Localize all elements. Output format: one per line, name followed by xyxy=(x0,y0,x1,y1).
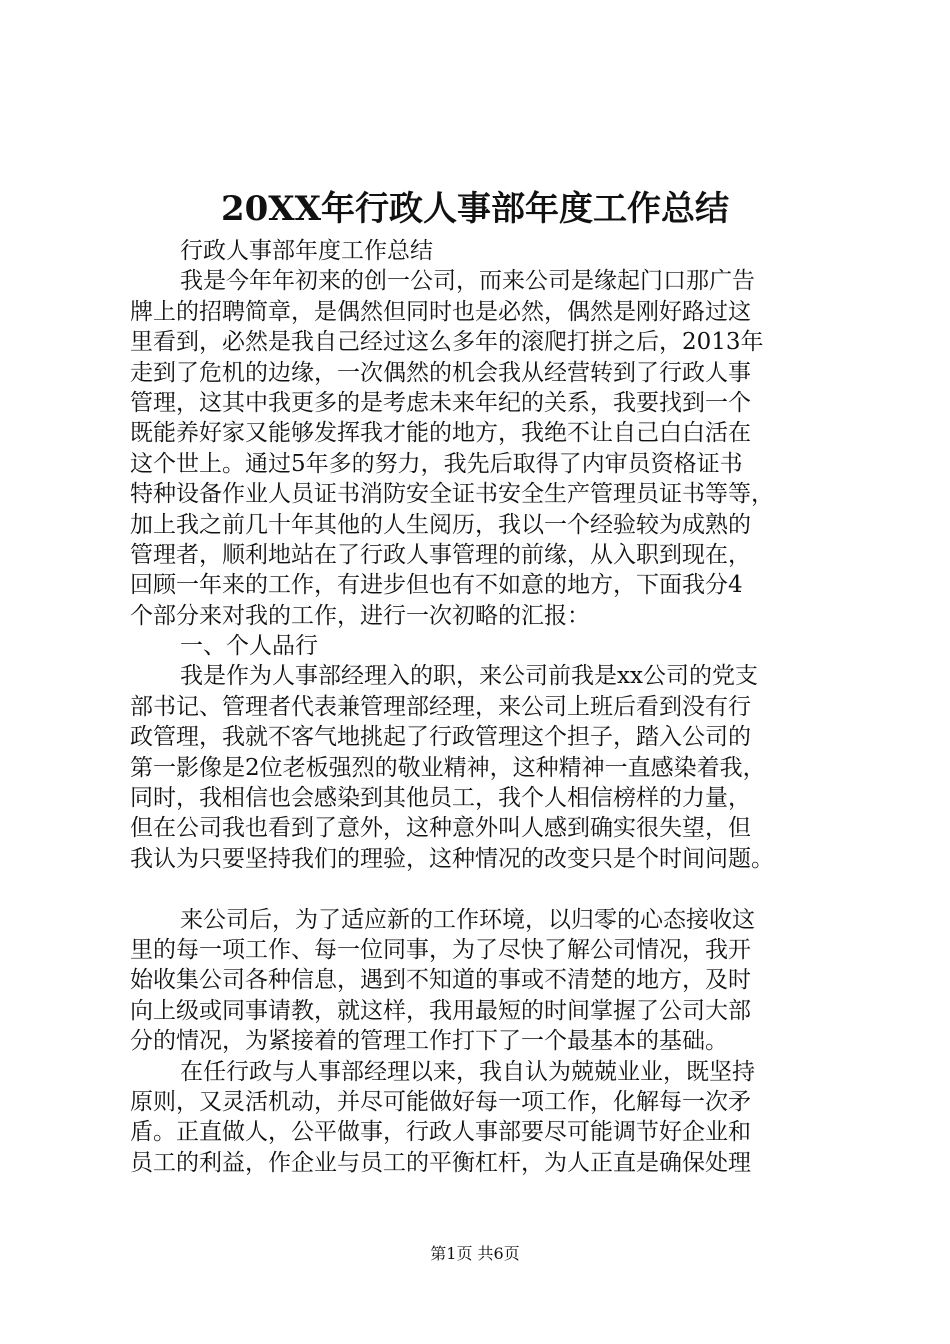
text-line: 特种设备作业人员证书消防安全证书安全生产管理员证书等等， xyxy=(130,481,774,508)
text-line: 加上我之前几十年其他的人生阅历，我以一个经验较为成熟的 xyxy=(130,511,751,538)
blank-line xyxy=(130,874,830,904)
text-line: 这个世上。通过5年多的努力，我先后取得了内审员资格证书 xyxy=(130,450,743,477)
page-footer: 第1页 共6页 xyxy=(430,1244,520,1263)
text-line: 既能养好家又能够发挥我才能的地方，我绝不让自己白白活在 xyxy=(130,420,751,447)
text-line: 管理者，顺利地站在了行政人事管理的前缘，从入职到现在， xyxy=(130,541,751,568)
text-line: 分的情况，为紧接着的管理工作打下了一个最基本的基础。 xyxy=(130,1028,728,1055)
text-line: 但在公司我也看到了意外，这种意外叫人感到确实很失望，但 xyxy=(130,815,751,842)
text-line: 牌上的招聘简章，是偶然但同时也是必然，偶然是刚好路过这 xyxy=(130,298,751,325)
text-line: 原则，又灵活机动，并尽可能做好每一项工作，化解每一次矛 xyxy=(130,1088,751,1115)
text-line: 同时，我相信也会感染到其他员工，我个人相信榜样的力量， xyxy=(130,785,751,812)
text-line: 我认为只要坚持我们的理验，这种情况的改变只是个时间问题。 xyxy=(130,845,774,872)
document-title: 20XX年行政人事部年度工作总结 xyxy=(220,189,730,229)
text-line: 管理，这其中我更多的是考虑未来年纪的关系，我要找到一个 xyxy=(130,389,751,416)
text-line: 行政人事部年度工作总结 xyxy=(180,238,433,264)
text-line: 在任行政与人事部经理以来，我自认为兢兢业业，既坚持 xyxy=(180,1058,755,1085)
text-line: 员工的利益，作企业与员工的平衡杠杆，为人正直是确保处理 xyxy=(130,1149,751,1176)
text-line: 第一影像是2位老板强烈的敬业精神，这种精神一直感染着我， xyxy=(130,754,766,781)
text-line: 我是作为人事部经理入的职，来公司前我是xx公司的党支 xyxy=(180,663,758,690)
text-line: 个部分来对我的工作，进行一次初略的汇报： xyxy=(130,602,590,629)
text-line: 政管理，我就不客气地挑起了行政管理这个担子，踏入公司的 xyxy=(130,724,751,751)
document-body xyxy=(130,236,830,1178)
text-line: 里看到，必然是我自己经过这么多年的滚爬打拼之后，2013年 xyxy=(130,329,764,356)
text-line: 向上级或同事请教，就这样，我用最短的时间掌握了公司大部 xyxy=(130,997,751,1024)
text-line: 回顾一年来的工作，有进步但也有不如意的地方，下面我分4 xyxy=(130,572,743,599)
text-line: 一、个人品行 xyxy=(180,633,318,660)
text-line: 始收集公司各种信息，遇到不知道的事或不清楚的地方，及时 xyxy=(130,967,751,994)
text-line: 里的每一项工作、每一位同事，为了尽快了解公司情况，我开 xyxy=(130,936,751,963)
text-line: 盾。正直做人，公平做事，行政人事部要尽可能调节好企业和 xyxy=(130,1119,751,1146)
text-line: 我是今年年初来的创一公司，而来公司是缘起门口那广告 xyxy=(180,268,755,295)
text-line: 走到了危机的边缘，一次偶然的机会我从经营转到了行政人事 xyxy=(130,359,751,386)
text-line: 来公司后，为了适应新的工作环境，以归零的心态接收这 xyxy=(180,906,755,933)
text-line: 部书记、管理者代表兼管理部经理，来公司上班后看到没有行 xyxy=(130,693,751,720)
